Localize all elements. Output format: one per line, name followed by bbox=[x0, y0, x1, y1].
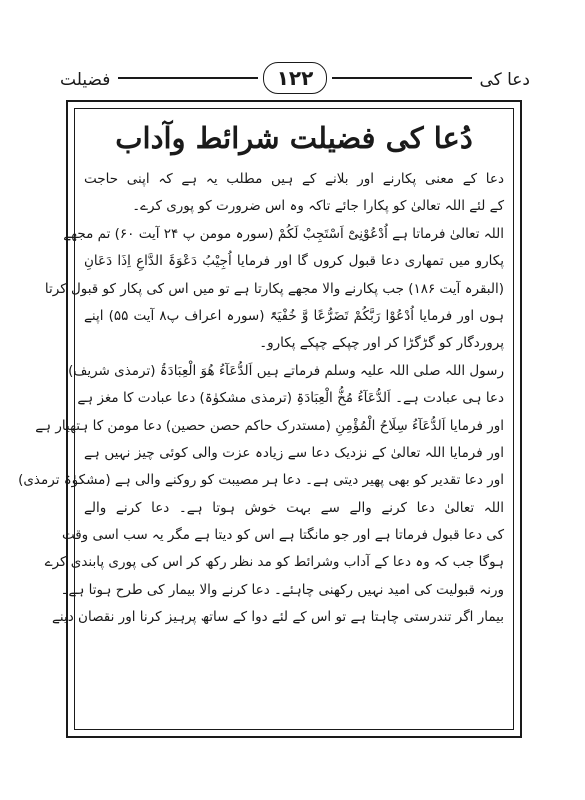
text-line: کے لئے اللہ تعالیٰ کو پکارا جائے تاکہ وہ اس ضرورت کو پوری کرے۔ bbox=[132, 198, 504, 215]
text-line: ہوگا جب کہ وہ دعا کے آداب وشرائط کو مد نظر رکھ کر اس کی پوری پابندی کرے bbox=[44, 554, 504, 571]
text-line: اور فرمایا اَلدُّعَآءُ سِلَاحُ الْمُؤْمِنِ (مستدرک حاکم حصن حصین) دعا مومن کا ہتھیار ہے bbox=[35, 417, 504, 434]
text-line: اور دعا تقدیر کو بھی پھیر دیتی ہے۔ دعا ہر مصیبت کو روکنے والی ہے (مشکوٰۃ ترمذی) bbox=[18, 472, 504, 489]
page-content bbox=[18, 116, 504, 632]
text-line: دعا کے معنی پکارنے اور بلانے کے ہیں مطلب یہ ہے کہ اپنی حاجت bbox=[84, 171, 504, 187]
text-line: اور فرمایا اللہ تعالیٰ کے نزدیک دعا سے زیادہ عزت والی کوئی چیز نہیں ہے bbox=[84, 444, 504, 461]
text-line: دعا ہی عبادت ہے۔ اَلدُّعَآءُ مُخُّ الْعِبَادَۃِ (ترمذی مشکوٰۃ) دعا عبادت کا مغز ہے bbox=[77, 390, 504, 407]
page-number: ۱۲۲ bbox=[263, 62, 327, 94]
header-right-label: دعا کی bbox=[479, 70, 530, 90]
text-line: (البقرہ آیت ۱۸۶) جب پکارنے والا مجھے پکارتا ہے تو میں اس کی پکار کو قبول کرتا bbox=[44, 280, 504, 297]
text-line: ورنہ قبولیت کی امید نہیں رکھنی چاہئے۔ دعا کرنے والا بیمار کی طرح ہوتا ہے۔ bbox=[60, 581, 504, 598]
text-line: کی دعا قبول فرماتا ہے اور جو مانگتا ہے اس کو دیتا ہے مگر یہ سب اسی وقت bbox=[61, 527, 504, 544]
text-line: پکارو میں تمھاری دعا قبول کروں گا اور فرمایا اُجِیْبُ دَعْوَۃَ الدَّاعِ اِذَا دَعَانِ bbox=[84, 253, 504, 270]
text-line: بیمار اگر تندرستی چاہتا ہے تو اس کے لئے دوا کے ساتھ پرہیز کرنا اور نقصان دینے bbox=[52, 609, 504, 626]
page-title: دُعا کی فضیلت شرائط وآداب bbox=[115, 121, 473, 155]
header-rule-left bbox=[118, 77, 258, 79]
page-header bbox=[60, 62, 530, 102]
header-rule-right bbox=[332, 77, 472, 79]
header-left-label: فضیلت bbox=[60, 70, 111, 90]
text-line: ہوں اور فرمایا اُدْعُوْا رَبَّکُمْ تَضَرُّعًا وَّ خُفْیَۃً (سورہ اعراف پ۸ آیت ۵۵) اپنے bbox=[84, 307, 504, 324]
text-line: پروردگار کو گڑگڑا کر اور چپکے چپکے پکارو۔ bbox=[259, 335, 504, 352]
text-line: اللہ تعالیٰ فرماتا ہے اُدْعُوْنِیْٓ اَسْتَجِبْ لَکُمْ (سورہ مومن پ ۲۴ آیت ۶۰) تم مجھے bbox=[63, 225, 504, 242]
text-line: رسول اللہ صلی اللہ علیہ وسلم فرماتے ہیں اَلدُّعَآءُ ھُوَ الْعِبَادَۃُ (ترمذی شریف) bbox=[68, 362, 504, 379]
text-line: اللہ تعالیٰ دعا کرنے والے سے بہت خوش ہوتا ہے۔ دعا کرنے والے bbox=[84, 499, 504, 516]
